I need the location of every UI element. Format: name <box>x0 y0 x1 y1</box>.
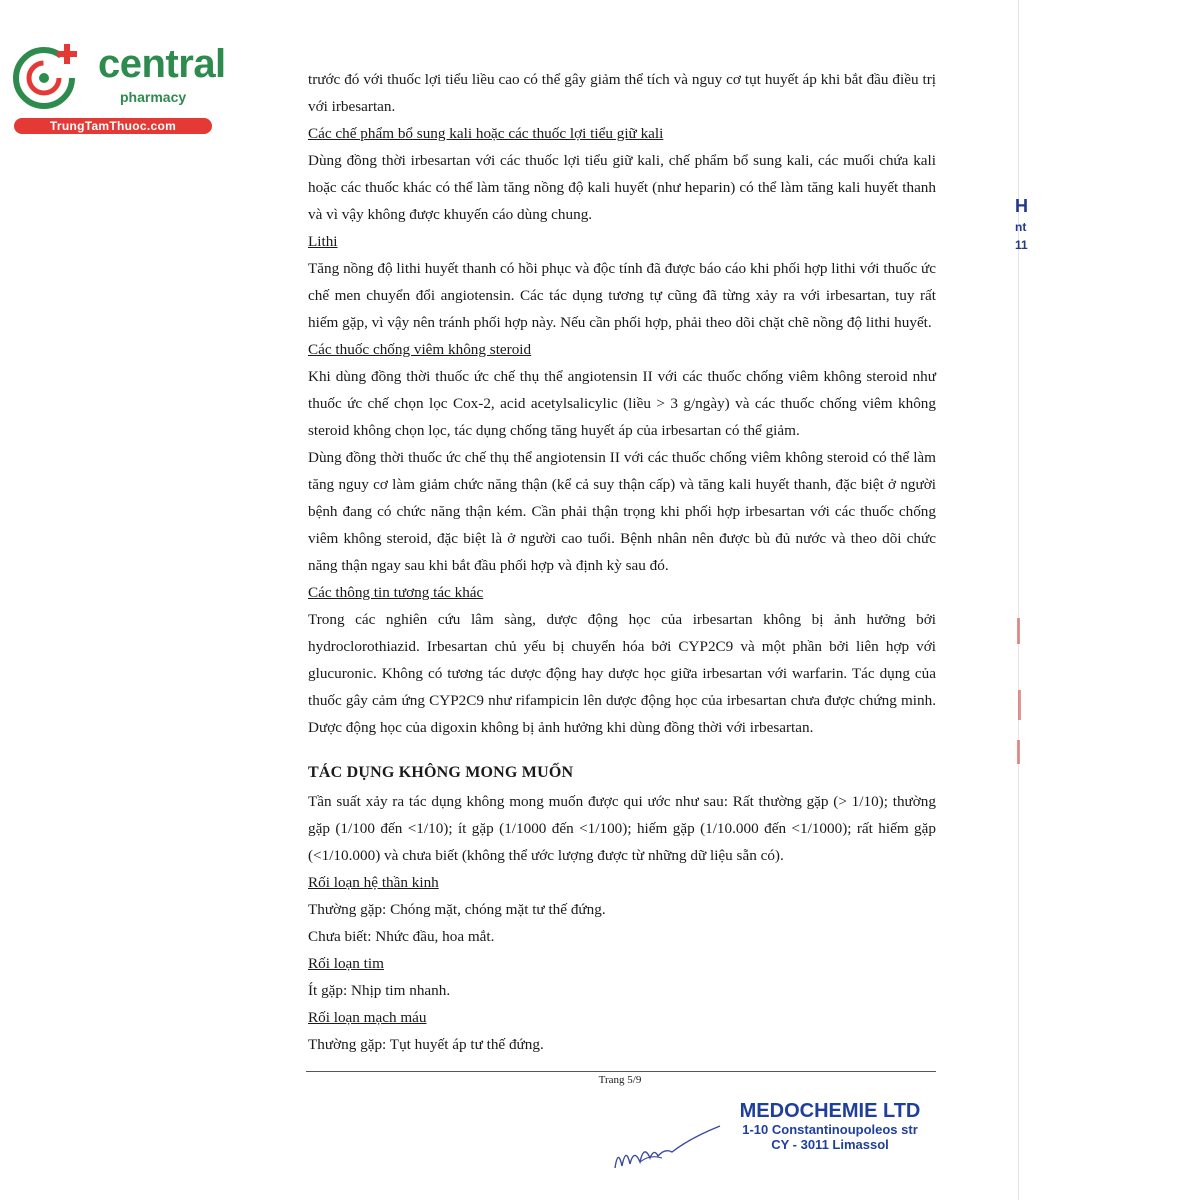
paragraph: Trong các nghiên cứu lâm sàng, dược động học của irbesartan không bị ảnh hưởng bởi hydroclorothiazid. Irbesartan chủ yếu bị chuyển hóa bởi CYP2C9 và một phần bởi liên hợp với glucuronic. Không có tương tác dược động hay dược học giữa irbesartan với warfarin. Tác dụng của thuốc gây cảm ứng CYP2C9 như rifampicin lên dược động học của irbesartan chưa được chứng minh. Dược động học của digoxin không bị ảnh hưởng khi dùng đồng thời với irbesartan. <box>308 611 936 736</box>
list-item: Thường gặp: Chóng mặt, chóng mặt tư thế đứng. <box>308 901 606 918</box>
subheading-nervous-system: Rối loạn hệ thần kinh <box>308 874 439 891</box>
logo-sub-text: pharmacy <box>120 89 187 105</box>
subheading-cardiac: Rối loạn tim <box>308 955 384 972</box>
edge-fragment-mark: nt <box>1015 220 1027 234</box>
paragraph: trước đó với thuốc lợi tiểu liều cao có thể gây giảm thể tích và nguy cơ tụt huyết áp khi bắt đầu điều trị với irbesartan. <box>308 71 936 115</box>
paragraph: Khi dùng đồng thời thuốc ức chế thụ thể angiotensin II với các thuốc chống viêm không steroid như thuốc ức chế chọn lọc Cox-2, acid acetylsalicylic (liều > 3 g/ngày) và các thuốc chống viêm không steroid không chọn lọc, tác dụng chống tăng huyết áp của irbesartan có thể giảm. <box>308 368 936 439</box>
list-item: Chưa biết: Nhức đầu, hoa mắt. <box>308 928 495 945</box>
logo-brand-text: central <box>98 42 226 86</box>
document-body <box>308 66 936 1058</box>
company-stamp <box>730 1100 930 1153</box>
subheading-nsaid: Các thuốc chống viêm không steroid <box>308 341 532 358</box>
stamp-address-line1: 1-10 Constantinoupoleos str <box>742 1122 918 1137</box>
paragraph: Tăng nồng độ lithi huyết thanh có hồi phục và độc tính đã được báo cáo khi phối hợp lithi với thuốc ức chế men chuyển đổi angiotensin. Các tác dụng tương tự cũng đã từng xảy ra với irbesartan, tuy rất hiếm gặp, vì vậy nên tránh phối hợp này. Nếu cần phối hợp, phải theo dõi chặt chẽ nồng độ lithi huyết. <box>308 260 936 331</box>
edge-red-mark <box>1017 618 1020 644</box>
list-item: Thường gặp: Tụt huyết áp tư thế đứng. <box>308 1036 544 1053</box>
edge-fragment-mark: H <box>1015 196 1028 216</box>
paragraph: Dùng đồng thời irbesartan với các thuốc lợi tiểu giữ kali, chế phẩm bổ sung kali, các muối chứa kali hoặc các thuốc khác có thể làm tăng nồng độ kali huyết (như heparin) có thể làm tăng kali huyết thanh và vì vậy không được khuyến cáo dùng chung. <box>308 152 936 223</box>
subheading-other-interactions: Các thông tin tương tác khác <box>308 584 484 601</box>
footer-divider <box>306 1071 936 1072</box>
stamp-company: MEDOCHEMIE LTD <box>739 1100 921 1122</box>
list-item: Ít gặp: Nhịp tim nhanh. <box>308 982 451 999</box>
paragraph: Tần suất xảy ra tác dụng không mong muốn được qui ước như sau: Rất thường gặp (> 1/10); thường gặp (1/100 đến <1/10); ít gặp (1/1000 đến <1/100); hiếm gặp (1/10.000 đến <1/1000); rất hiếm gặp (<1/10.000) và chưa biết (không thể ước lượng được từ những dữ liệu sẵn có). <box>308 793 936 864</box>
section-heading-adverse-effects: TÁC DỤNG KHÔNG MONG MUỐN <box>308 764 574 781</box>
handwritten-signature <box>610 1118 730 1178</box>
subheading-lithium: Lithi <box>308 233 338 250</box>
edge-red-mark <box>1018 690 1021 720</box>
edge-red-mark <box>1017 740 1020 764</box>
logo-mark-icon <box>10 40 90 110</box>
page-number: Trang 5/9 <box>598 1074 642 1086</box>
paragraph: Dùng đồng thời thuốc ức chế thụ thể angiotensin II với các thuốc chống viêm không steroid có thể làm tăng nguy cơ làm giảm chức năng thận (kể cả suy thận cấp) và tăng kali huyết thanh, đặc biệt ở người bệnh đang có chức năng thận kém. Cần phải thận trọng khi phối hợp irbesartan với các thuốc chống viêm không steroid, đặc biệt là ở người cao tuổi. Bệnh nhân nên được bù đủ nước và theo dõi chức năng thận ngay sau khi bắt đầu phối hợp và định kỳ sau đó. <box>308 449 936 574</box>
edge-fragment-mark: 11 <box>1015 238 1028 252</box>
adjacent-page-edge <box>1015 0 1200 1200</box>
central-pharmacy-logo <box>10 38 226 138</box>
logo-site-banner: TrungTamThuoc.com <box>14 118 212 134</box>
subheading-potassium: Các chế phẩm bổ sung kali hoặc các thuốc lợi tiểu giữ kali <box>308 125 664 142</box>
stamp-address-line2: CY - 3011 Limassol <box>771 1136 889 1152</box>
subheading-vascular: Rối loạn mạch máu <box>308 1009 427 1026</box>
